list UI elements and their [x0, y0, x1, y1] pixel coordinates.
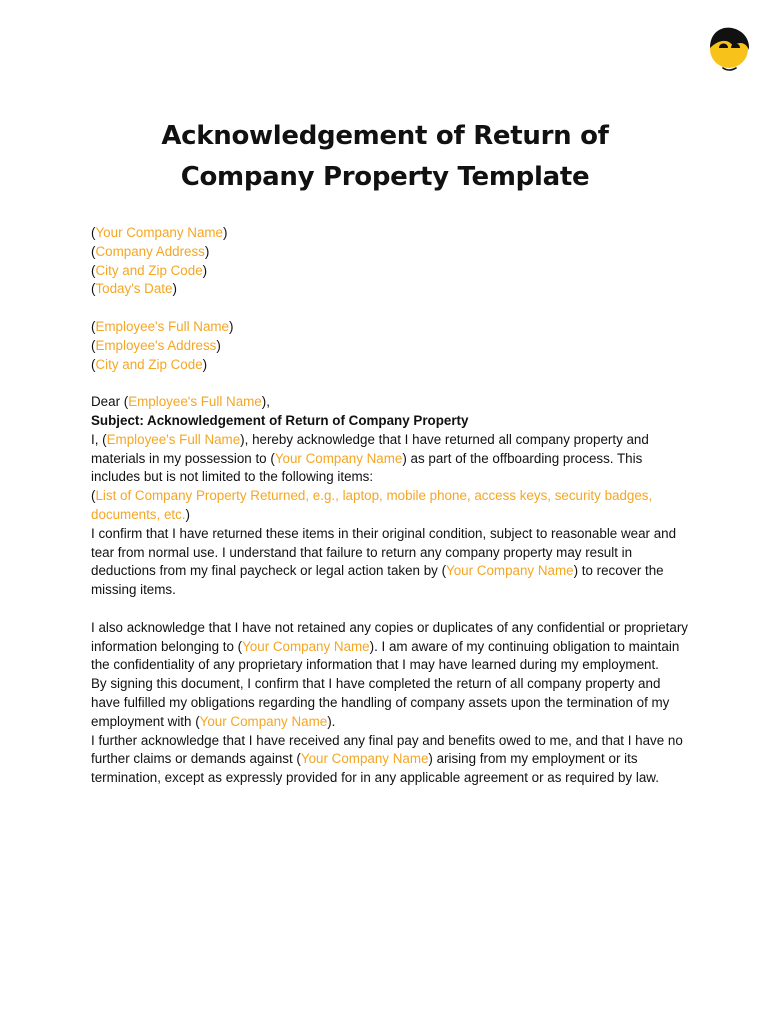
paragraph-1 [91, 431, 691, 487]
para5-text-1: I further acknowledge that I have received any final pay and benefits owed to me, and that I have no further claims or demands against ( [91, 732, 683, 767]
property-list-line [91, 487, 691, 525]
paragraph-3 [91, 619, 691, 675]
para3-placeholder-1: Your Company Name [242, 638, 370, 654]
employee-address-block [91, 318, 691, 374]
para1-text-1: I, ( [91, 431, 107, 447]
company-city-zip-placeholder: City and Zip Code [95, 262, 203, 278]
para4-text-2: ). [327, 713, 336, 729]
greeting [91, 393, 691, 412]
condition-statement [91, 525, 691, 600]
title-line-1: Acknowledgement of Return of [161, 121, 609, 151]
employee-address-line: (Employee's Address) [91, 337, 221, 353]
employee-name-placeholder: Employee's Full Name [95, 318, 230, 334]
subject-line: Subject: Acknowledgement of Return of Company Property [91, 412, 469, 428]
employee-name-line: (Employee's Full Name) [91, 318, 234, 334]
paragraph-5 [91, 732, 691, 788]
para1-text-3: ) as part of the offboarding process. This includes but is not limited to the following items: [91, 450, 643, 485]
para2-open-paren: ( [91, 488, 96, 504]
para2-placeholder-2: Your Company Name [446, 563, 574, 579]
date-line: (Today's Date) [91, 281, 177, 297]
employee-city-zip-line: (City and Zip Code) [91, 356, 208, 372]
letter-body [91, 224, 691, 788]
para5-placeholder-1: Your Company Name [300, 751, 429, 767]
para1-text-2: ), hereby acknowledge that I have returned all company property and materials in my possession to ( [91, 431, 649, 466]
paragraph-4 [91, 675, 691, 731]
greeting-name-placeholder: Employee's Full Name [128, 394, 262, 410]
company-city-zip-line: (City and Zip Code) [91, 262, 208, 278]
employee-address-placeholder: Employee's Address [95, 337, 217, 353]
para1-placeholder-1: Employee's Full Name [106, 431, 241, 447]
greeting-suffix: ), [261, 394, 270, 410]
property-list-placeholder: List of Company Property Returned, e.g., laptop, mobile phone, access keys, security badges, documents, etc. [91, 488, 653, 522]
company-name-placeholder: Your Company Name [95, 225, 223, 240]
para4-placeholder-1: Your Company Name [199, 713, 328, 729]
para5-text-2: ) arising from my employment or its termination, except as expressly provided for in any applicable agreement or as required by law. [91, 751, 659, 786]
para4-text-1: By signing this document, I confirm that I have completed the return of all company property and have fulfilled my obligations regarding the handling of company assets upon the termination of my employment with ( [91, 676, 670, 729]
paragraph-2 [91, 487, 691, 600]
para2-text-2: I confirm that I have returned these items in their original condition, subject to reasonable wear and tear from normal use. I understand that failure to return any company property may result in deductions from my final paycheck or legal action taken by ( [91, 525, 677, 579]
company-address-line: (Company Address) [91, 243, 210, 259]
brand-logo-icon [706, 24, 752, 76]
company-address-block [91, 224, 691, 299]
para2-close-paren: ) [185, 506, 190, 522]
company-address-placeholder: Company Address [95, 243, 205, 259]
document-title [40, 116, 730, 198]
para2-text-3: ) to recover the missing items. [91, 563, 664, 598]
para3-text-1: I also acknowledge that I have not retained any copies or duplicates of any confidential or proprietary information belonging to ( [91, 619, 688, 654]
greeting-prefix: Dear ( [91, 394, 129, 410]
company-name-line: (Your Company Name) [91, 225, 228, 240]
para3-text-2: ). I am aware of my continuing obligation to maintain the confidentiality of any proprietary information that I may have learned during my employment. [91, 638, 680, 673]
title-line-2: Company Property Template [180, 162, 590, 192]
para1-placeholder-2: Your Company Name [274, 450, 403, 466]
employee-city-zip-placeholder: City and Zip Code [95, 356, 203, 372]
date-placeholder: Today's Date [95, 281, 173, 297]
